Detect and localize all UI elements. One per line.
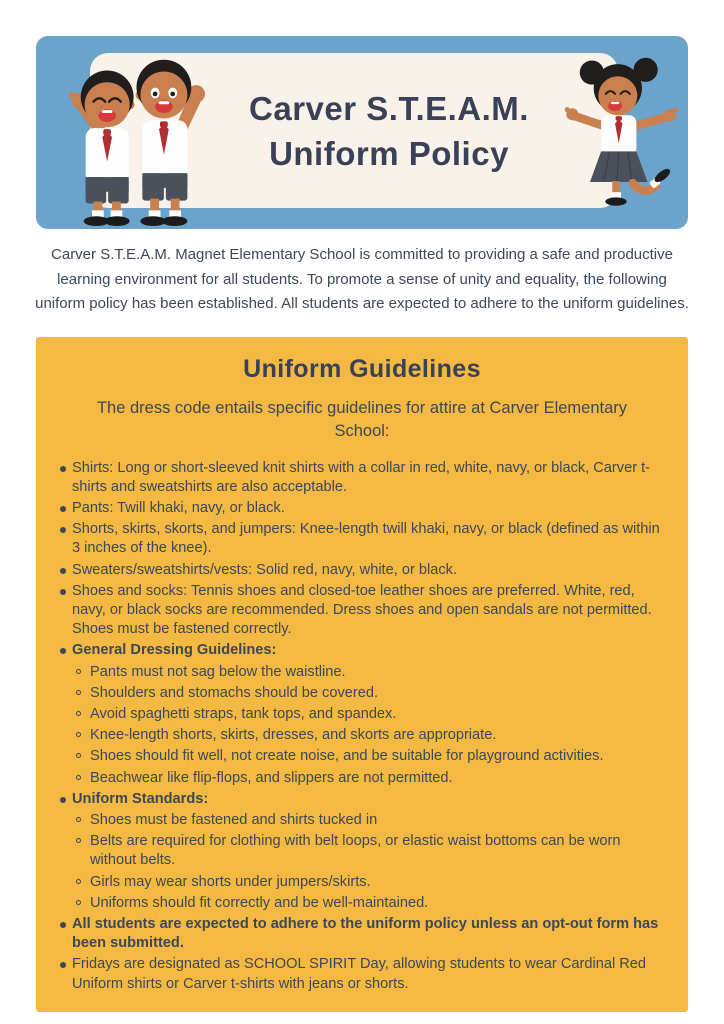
- bullet-circle-icon: [76, 775, 81, 780]
- bullet-dot-icon: [60, 797, 66, 803]
- guideline-text: Shirts: Long or short-sleeved knit shirts with a collar in red, white, navy, or black, Carver t-shirts and sweatshirts are also acceptable.: [72, 459, 651, 495]
- guideline-item-general-dressing: [58, 641, 666, 787]
- bullet-circle-icon: [76, 879, 81, 884]
- sub-guideline-item: [72, 811, 666, 830]
- bullet-circle-icon: [76, 900, 81, 905]
- guidelines-subtitle: The dress code entails specific guidelines for attire at Carver Elementary School:: [96, 398, 628, 440]
- sub-guideline-text: Knee-length shorts, skirts, dresses, and skorts are appropriate.: [90, 727, 497, 744]
- bullet-dot-icon: [60, 527, 66, 533]
- guideline-text: All students are expected to adhere to the uniform policy unless an opt-out form has been submitted.: [72, 915, 659, 952]
- sub-guideline-item: [72, 684, 666, 703]
- bullet-circle-icon: [76, 669, 81, 674]
- header-banner: [36, 36, 688, 229]
- sub-guideline-text: Girls may wear shorts under jumpers/skirts.: [90, 873, 371, 890]
- bullet-dot-icon: [60, 648, 66, 654]
- sub-guideline-text: Shoulders and stomachs should be covered.: [90, 684, 378, 701]
- guideline-item-opt-out: [58, 915, 666, 953]
- sub-guideline-item: [72, 726, 666, 745]
- bullet-circle-icon: [76, 732, 81, 737]
- poster-title-line2: Uniform Policy: [269, 134, 509, 172]
- guideline-item-spirit-day: [58, 955, 666, 993]
- sub-guideline-item: [72, 747, 666, 766]
- bullet-dot-icon: [60, 962, 66, 968]
- sub-guideline-text: Belts are required for clothing with belt loops, or elastic waist bottoms can be worn without belts.: [90, 833, 621, 869]
- guideline-text: Pants: Twill khaki, navy, or black.: [72, 499, 285, 516]
- student-girl-illustration: [564, 56, 680, 206]
- bullet-dot-icon: [60, 589, 66, 595]
- boy-waving: [69, 70, 135, 226]
- guidelines-panel: [36, 337, 688, 1012]
- boy-fist-up: [136, 60, 205, 226]
- bullet-circle-icon: [76, 838, 81, 843]
- general-dressing-sublist: [72, 663, 666, 788]
- guideline-item-uniform-standards: [58, 790, 666, 913]
- intro-paragraph: Carver S.T.E.A.M. Magnet Elementary School is committed to providing a safe and productive learning environment for all students. To promote a sense of unity and equality, the following uniform policy has been established. All students are expected to adhere to the uniform guidelines.: [35, 246, 689, 312]
- guideline-text: Fridays are designated as SCHOOL SPIRIT Day, allowing students to wear Cardinal Red Uniform shirts or Carver t-shirts with jeans or shorts.: [72, 956, 647, 992]
- bullet-dot-icon: [60, 506, 66, 512]
- sub-guideline-item: [72, 663, 666, 682]
- guidelines-heading: Uniform Guidelines: [243, 354, 481, 383]
- guideline-text: General Dressing Guidelines:: [72, 642, 277, 659]
- sub-guideline-text: Avoid spaghetti straps, tank tops, and spandex.: [90, 705, 397, 722]
- students-boys-illustration: [56, 46, 218, 227]
- bullet-dot-icon: [60, 568, 66, 574]
- guideline-text: Shoes and socks: Tennis shoes and closed-toe leather shoes are preferred. White, red, navy, or black socks are recommended. Dress shoes and open sandals are not permitted. Shoes must be fastened correctly.: [72, 582, 652, 638]
- sub-guideline-item: [72, 894, 666, 913]
- guideline-text: Shorts, skirts, skorts, and jumpers: Knee-length twill khaki, navy, or black (defined as within 3 inches of the knee).: [72, 521, 660, 557]
- guidelines-list: [58, 459, 666, 994]
- bullet-dot-icon: [60, 922, 66, 928]
- guideline-text: Uniform Standards:: [72, 790, 209, 807]
- sub-guideline-text: Beachwear like flip-flops, and slippers are not permitted.: [90, 769, 453, 786]
- bullet-dot-icon: [60, 466, 66, 472]
- guideline-item-shirts: [58, 459, 666, 497]
- guideline-item-shorts-skirts: [58, 520, 666, 558]
- sub-guideline-text: Uniforms should fit correctly and be well-maintained.: [90, 894, 429, 911]
- sub-guideline-item: [72, 832, 666, 870]
- sub-guideline-item: [72, 769, 666, 788]
- poster-title: [179, 86, 529, 176]
- bullet-circle-icon: [76, 817, 81, 822]
- sub-guideline-item: [72, 705, 666, 724]
- sub-guideline-text: Shoes should fit well, not create noise, and be suitable for playground activities.: [90, 748, 604, 765]
- sub-guideline-text: Shoes must be fastened and shirts tucked in: [90, 811, 378, 828]
- guideline-item-sweaters: [58, 561, 666, 580]
- bullet-circle-icon: [76, 753, 81, 758]
- poster-title-line1: Carver S.T.E.A.M.: [249, 89, 529, 127]
- sub-guideline-item: [72, 873, 666, 892]
- bullet-circle-icon: [76, 711, 81, 716]
- sub-guideline-text: Pants must not sag below the waistline.: [90, 663, 346, 680]
- guideline-text: Sweaters/sweatshirts/vests: Solid red, navy, white, or black.: [72, 561, 457, 578]
- uniform-standards-sublist: [72, 811, 666, 913]
- bullet-circle-icon: [76, 690, 81, 695]
- guideline-item-shoes-socks: [58, 582, 666, 640]
- guideline-item-pants: [58, 499, 666, 518]
